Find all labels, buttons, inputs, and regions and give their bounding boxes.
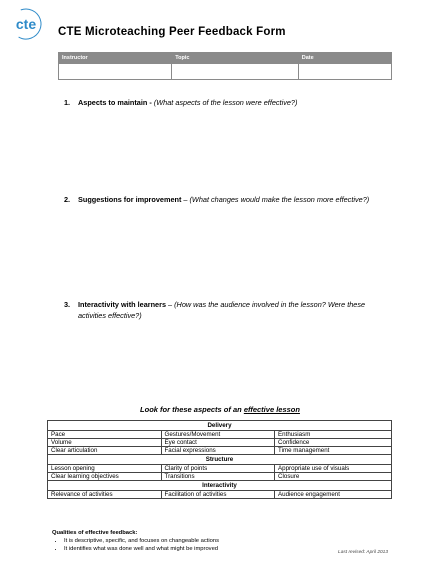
date-header: Date [298, 53, 391, 64]
look-for-heading [0, 405, 440, 414]
question-prompt: – (How was the audience involved in the lesson? Were these activities effective?) [78, 300, 366, 320]
table-cell: Volume [48, 439, 162, 447]
effective-lesson-aspects-table [47, 420, 392, 499]
instructor-field[interactable] [59, 64, 172, 80]
question-2 [64, 194, 384, 205]
table-cell: Clarity of points [161, 465, 275, 473]
table-cell: Lesson opening [48, 465, 162, 473]
section-heading-structure: Structure [48, 455, 392, 465]
feedback-qualities-title: Qualities of effective feedback: [52, 530, 138, 536]
table-row [48, 465, 392, 473]
table-row [48, 439, 392, 447]
table-cell: Facial expressions [161, 447, 275, 455]
question-label: Suggestions for improvement [78, 195, 182, 204]
date-field[interactable] [298, 64, 391, 80]
question-1 [64, 97, 384, 108]
topic-header: Topic [172, 53, 299, 64]
section-heading-interactivity: Interactivity [48, 481, 392, 491]
table-cell: Transitions [161, 473, 275, 481]
list-item: • It identifies what was done well and what might be improved [64, 545, 219, 553]
table-cell: Audience engagement [275, 491, 392, 499]
look-for-emphasis: effective lesson [243, 405, 300, 414]
question-label: Aspects to maintain - [78, 98, 152, 107]
table-row [48, 491, 392, 499]
question-number: 3. [64, 300, 71, 309]
question-prompt: (What aspects of the lesson were effective?) [153, 98, 298, 107]
table-cell: Relevance of activities [48, 491, 162, 499]
feedback-qualities-list [52, 537, 219, 553]
table-cell: Confidence [275, 439, 392, 447]
table-cell: Clear learning objectives [48, 473, 162, 481]
list-item: • It is descriptive, specific, and focuses on changeable actions [64, 537, 219, 545]
table-cell: Clear articulation [48, 447, 162, 455]
table-cell: Closure [275, 473, 392, 481]
feedback-qualities [52, 530, 219, 553]
page-title: CTE Microteaching Peer Feedback Form [58, 26, 286, 38]
table-cell: Facilitation of activities [161, 491, 275, 499]
table-cell: Pace [48, 431, 162, 439]
topic-field[interactable] [172, 64, 299, 80]
question-prompt: – (What changes would make the lesson more effective?) [183, 195, 370, 204]
table-cell: Appropriate use of visuals [275, 465, 392, 473]
section-heading-delivery: Delivery [48, 421, 392, 431]
question-number: 2. [64, 195, 71, 204]
table-cell: Gestures/Movement [161, 431, 275, 439]
last-revised: Last revised: April 2013 [338, 550, 388, 555]
question-3 [64, 299, 384, 321]
table-row [48, 473, 392, 481]
instructor-header: Instructor [59, 53, 172, 64]
look-for-prefix: Look for these aspects of an [140, 405, 244, 414]
question-number: 1. [64, 98, 71, 107]
table-row [48, 447, 392, 455]
session-info-table [58, 52, 392, 80]
cte-logo [8, 6, 44, 42]
logo-text: cte [15, 16, 37, 32]
table-cell: Enthusiasm [275, 431, 392, 439]
table-cell: Eye contact [161, 439, 275, 447]
question-label: Interactivity with learners [78, 300, 167, 309]
table-cell: Time management [275, 447, 392, 455]
table-row [48, 431, 392, 439]
